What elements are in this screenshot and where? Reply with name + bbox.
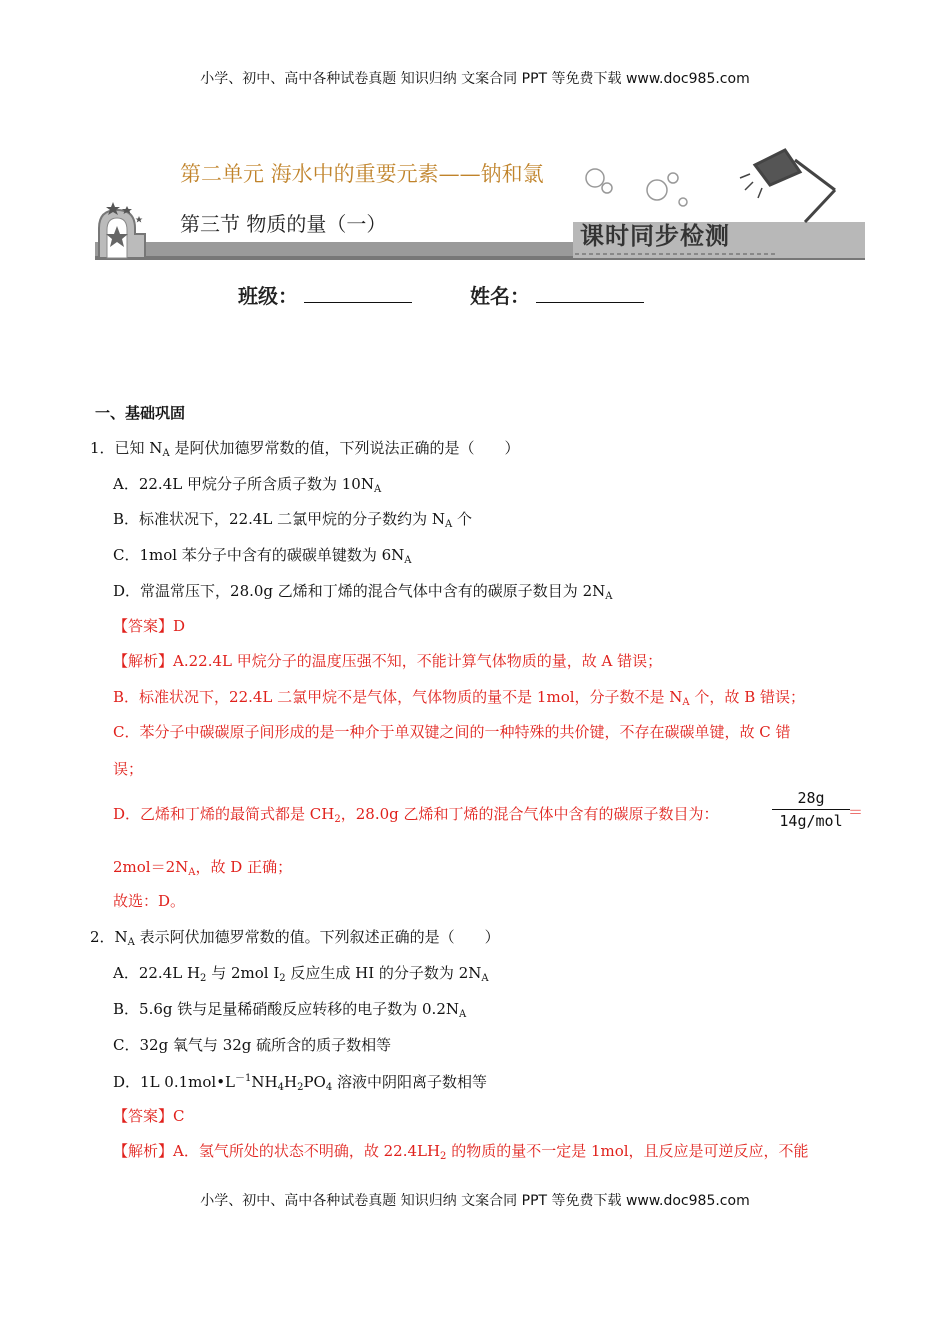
q2-answer: 【答案】C xyxy=(113,1107,185,1125)
q2-stem: 2．$N_A$ 表示阿伏加德罗常数的值。下列叙述正确的是（ ） xyxy=(90,928,500,948)
q2-option-d: D．1L $0.1mol•L^{-1}NH_4H_2PO_4$ 溶液中阴阳离子数相等 xyxy=(113,1073,487,1093)
bubbles-icon xyxy=(586,169,687,206)
q1-option-a: A．22.4L 甲烷分子所含质子数为 $10N_A$ xyxy=(113,475,382,495)
unit-title: 第二单元 海水中的重要元素——钠和氯 xyxy=(180,162,544,186)
page-footer: 小学、初中、高中各种试卷真题 知识归纳 文案合同 PPT 等免费下载 www.doc985.com xyxy=(200,1193,750,1209)
q1-explanation-1: 【解析】A.22.4L 甲烷分子的温度压强不知，不能计算气体物质的量，故 A 错误； xyxy=(113,652,663,670)
q2-option-b: B．5.6g 铁与足量稀硝酸反应转移的电子数为 $0.2N_A$ xyxy=(113,1000,467,1020)
q1-option-b: B．标准状况下，22.4L 二氯甲烷的分子数约为 $N_A$ 个 xyxy=(113,510,473,530)
fraction-denominator: 14g/mol xyxy=(779,812,843,830)
q1-equals: ＝ xyxy=(848,803,864,821)
q2-option-c: C．32g 氧气与 32g 硫所含的质子数相等 xyxy=(113,1036,392,1054)
q1-explanation-5: $2mol=2N_A$，故 D 正确； xyxy=(113,858,293,878)
name-label: 姓名： xyxy=(470,284,530,308)
q1-explanation-4: D．乙烯和丁烯的最简式都是 $CH_2$，28.0g 乙烯和丁烯的混合气体中含有的碳原子数目为： xyxy=(113,805,719,825)
q1-option-d: D．常温常压下，28.0g 乙烯和丁烯的混合气体中含有的碳原子数目为 $2N_A$ xyxy=(113,582,613,602)
badge-text: 课时同步检测 xyxy=(580,221,730,250)
q1-answer: 【答案】D xyxy=(113,617,186,635)
q1-explanation-3b: 误； xyxy=(113,760,144,778)
name-field[interactable] xyxy=(470,280,644,309)
q1-conclusion: 故选：D。 xyxy=(113,892,186,910)
class-label: 班级： xyxy=(238,284,298,308)
section-heading: 一、基础巩固 xyxy=(95,404,186,422)
q2-explanation-1: 【解析】A．氢气所处的状态不明确，故 $22.4LH_2$ 的物质的量不一定是 1mol，且反应是可逆反应，不能 xyxy=(113,1142,809,1162)
star-house-icon xyxy=(99,202,145,258)
q1-fraction xyxy=(772,789,850,830)
q2-option-a: A．22.4L $H_2$ 与 2mol $I_2$ 反应生成 HI 的分子数为 $2N_A$ xyxy=(113,964,489,984)
q1-explanation-3a: C．苯分子中碳碳原子间形成的是一种介于单双键之间的一种特殊的共价键，不存在碳碳单键，故 C 错 xyxy=(113,723,791,741)
class-blank[interactable] xyxy=(304,284,412,303)
class-field[interactable] xyxy=(238,280,412,309)
q1-stem: 1．已知 $N_A$ 是阿伏加德罗常数的值，下列说法正确的是（ ） xyxy=(90,439,520,459)
page-header: 小学、初中、高中各种试卷真题 知识归纳 文案合同 PPT 等免费下载 www.doc985.com xyxy=(200,71,750,87)
fraction-numerator: 28g xyxy=(772,789,850,810)
q1-option-c: C．1mol 苯分子中含有的碳碳单键数为 $6N_A$ xyxy=(113,546,412,566)
section-title: 第三节 物质的量（一） xyxy=(180,212,387,236)
q1-explanation-2: B．标准状况下，22.4L 二氯甲烷不是气体，气体物质的量不是 1mol，分子数不是 $N_A$ 个，故 B 错误； xyxy=(113,688,805,708)
name-blank[interactable] xyxy=(536,284,644,303)
lamp-icon xyxy=(740,150,835,222)
title-banner xyxy=(95,130,865,270)
